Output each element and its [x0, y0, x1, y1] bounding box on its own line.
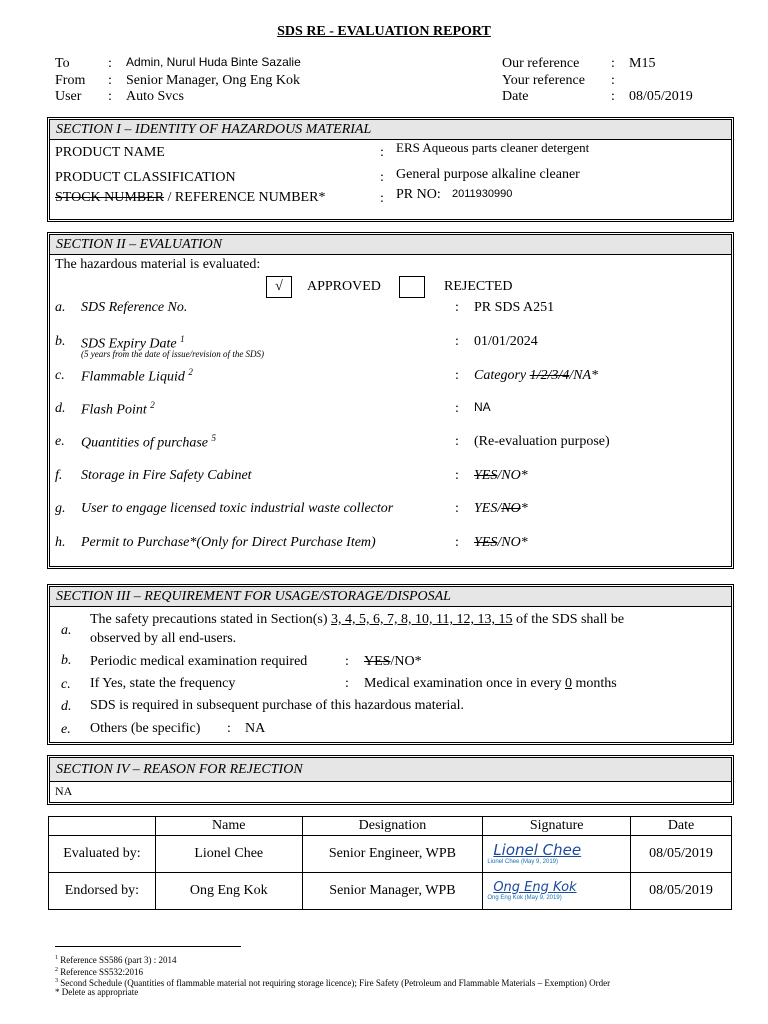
flammable-liquid-label [81, 367, 193, 386]
designation-cell: Senior Engineer, WPB [302, 836, 483, 873]
quantities-label [81, 433, 216, 452]
colon: : [455, 300, 459, 315]
colon: : [227, 721, 231, 736]
table-row [49, 873, 732, 910]
no-text: /NO* [390, 654, 422, 669]
asterisk: * [520, 501, 528, 516]
medical-exam-label: Periodic medical examination required [90, 654, 308, 669]
rejected-checkbox [399, 276, 425, 298]
colon: : [455, 434, 459, 449]
waste-collector-label: User to engage licensed toxic industrial waste collector [81, 501, 394, 516]
item-letter: d. [55, 401, 66, 416]
footnote-mark: 3 [55, 978, 58, 984]
sds-expiry-note: (5 years from the date of issue/revision of the SDS) [81, 349, 265, 359]
yes-struck: YES [474, 535, 498, 550]
our-reference-value: M15 [629, 56, 656, 71]
signature-stamp: Lionel Chee (May 9, 2019) [487, 859, 559, 865]
sds-expiry-text: SDS Expiry Date [81, 336, 177, 352]
signature: Ong Eng Kok [493, 879, 577, 895]
no-text: /NO* [497, 468, 528, 483]
role-cell: Evaluated by: [49, 836, 156, 873]
from-label: From [55, 73, 86, 88]
safety-text: The safety precautions stated in Section(s) [90, 612, 332, 627]
sds-expiry-value: 01/01/2024 [474, 334, 538, 349]
footnote-ref: 1 [180, 334, 185, 344]
no-text: /NO* [497, 535, 528, 550]
name-cell: Lionel Chee [155, 836, 302, 873]
quantities-value: (Re-evaluation purpose) [474, 434, 610, 449]
flash-point-label [81, 400, 155, 419]
colon: : [380, 170, 384, 185]
category-na: /NA* [569, 368, 599, 383]
rejected-label: REJECTED [444, 279, 513, 294]
from-value: Senior Manager, Ong Eng Kok [126, 73, 301, 88]
safety-text-post: of the SDS shall be [512, 612, 625, 627]
column-header: Signature [483, 817, 631, 836]
signoff-header-row [49, 817, 732, 836]
item-letter: c. [55, 368, 65, 383]
signature-cell [483, 873, 631, 910]
colon: : [380, 191, 384, 206]
colon: : [455, 334, 459, 349]
footnote-mark: 2 [55, 967, 58, 973]
role-cell: Endorsed by: [49, 873, 156, 910]
column-header [49, 817, 156, 836]
waste-collector-value [474, 501, 528, 517]
colon: : [611, 56, 615, 71]
date-cell: 08/05/2019 [631, 873, 732, 910]
designation-cell: Senior Manager, WPB [302, 873, 483, 910]
no-struck: NO [501, 501, 521, 516]
footnote [55, 987, 138, 998]
stock-number-label [55, 190, 325, 206]
to-label: To [55, 56, 70, 71]
colon: : [455, 401, 459, 416]
yes-text: YES/ [474, 501, 502, 516]
item-letter: c. [61, 677, 71, 692]
colon: : [108, 56, 112, 71]
item-letter: b. [55, 334, 66, 349]
footnote-ref: 2 [188, 367, 193, 377]
item-letter: f. [55, 468, 63, 483]
to-value: Admin, Nurul Huda Binte Sazalie [126, 55, 301, 69]
rejection-reason: NA [55, 784, 73, 798]
product-name-label: PRODUCT NAME [55, 145, 165, 160]
column-header: Designation [302, 817, 483, 836]
footnote [55, 976, 610, 989]
frequency-number: 0 [564, 676, 572, 691]
category-struck: 1/2/3/4 [529, 368, 570, 383]
footnote-text: Reference SS532:2016 [58, 967, 143, 977]
approved-checkbox: √ [266, 276, 292, 298]
item-letter: b. [61, 653, 72, 668]
pr-no-value: 2011930990 [452, 188, 513, 200]
flash-point-value: NA [474, 400, 491, 414]
pr-no-label: PR NO: [396, 187, 441, 202]
quantities-text: Quantities of purchase [81, 435, 209, 451]
others-value: NA [245, 721, 266, 736]
signature-cell [483, 836, 631, 873]
section-3-heading: SECTION III – REQUIREMENT FOR USAGE/STORAGE/DISPOSAL [50, 587, 731, 607]
colon: : [108, 73, 112, 88]
section-4-heading: SECTION IV – REASON FOR REJECTION [50, 758, 731, 782]
column-header: Name [155, 817, 302, 836]
item-letter: e. [61, 722, 71, 737]
footnote-divider [55, 946, 241, 947]
safety-precautions-line1 [90, 612, 624, 628]
footnote-ref: 5 [211, 433, 217, 443]
report-title: SDS RE - EVALUATION REPORT [277, 24, 491, 39]
sds-required-text: SDS is required in subsequent purchase of this hazardous material. [90, 698, 465, 713]
months-text: months [571, 676, 617, 691]
frequency-label: If Yes, state the frequency [90, 676, 236, 691]
section-2-heading: SECTION II – EVALUATION [50, 235, 731, 255]
footnote-text: Delete as appropriate [59, 987, 139, 997]
yes-struck: YES [364, 654, 391, 669]
others-label: Others (be specific) [90, 721, 201, 736]
date-value: 08/05/2019 [629, 89, 693, 104]
flammable-liquid-text: Flammable Liquid [81, 369, 185, 385]
permit-label: Permit to Purchase*(Only for Direct Purchase Item) [81, 535, 376, 550]
colon: : [345, 654, 349, 669]
product-classification-value: General purpose alkaline cleaner [396, 167, 580, 182]
item-letter: a. [55, 300, 66, 315]
colon: : [455, 468, 459, 483]
item-letter: e. [55, 434, 65, 449]
name-cell: Ong Eng Kok [155, 873, 302, 910]
section-4-box [49, 757, 732, 803]
footnote-ref: 2 [150, 400, 155, 410]
colon: : [380, 145, 384, 160]
footnote-text: Second Schedule (Quantities of flammable material not requiring storage licence); Fire Safety (Petroleum and Flammable Materials – Exemption) Order [58, 978, 611, 988]
permit-value [474, 535, 528, 551]
item-letter: g. [55, 501, 66, 516]
fire-cabinet-value [474, 468, 528, 484]
signoff-table [48, 816, 732, 910]
yes-struck: YES [474, 468, 498, 483]
sds-reference-value: PR SDS A251 [474, 300, 555, 315]
table-row [49, 836, 732, 873]
frequency-text: Medical examination once in every [364, 676, 565, 691]
colon: : [611, 73, 615, 88]
colon: : [455, 368, 459, 383]
footnote-text: Reference SS586 (part 3) : 2014 [58, 955, 177, 965]
signature: Lionel Chee [493, 841, 582, 859]
our-reference-label: Our reference [502, 56, 580, 71]
date-cell: 08/05/2019 [631, 836, 732, 873]
column-header: Date [631, 817, 732, 836]
signature-stamp: Ong Eng Kok (May 9, 2019) [487, 894, 562, 901]
product-name-value: ERS Aqueous parts cleaner detergent [396, 140, 590, 155]
date-label: Date [502, 89, 529, 104]
category-text: Category [474, 368, 530, 383]
flammable-liquid-value [474, 368, 598, 384]
footnote-mark: 1 [55, 955, 58, 961]
medical-exam-value [364, 654, 422, 670]
item-letter: d. [61, 699, 72, 714]
user-value: Auto Svcs [126, 89, 184, 104]
approved-label: APPROVED [307, 279, 381, 294]
your-reference-label: Your reference [502, 73, 585, 88]
footnote-mark: * [55, 987, 60, 997]
colon: : [345, 676, 349, 691]
flash-point-text: Flash Point [81, 402, 147, 418]
fire-cabinet-label: Storage in Fire Safety Cabinet [81, 468, 252, 483]
product-classification-label: PRODUCT CLASSIFICATION [55, 170, 236, 185]
frequency-value [364, 676, 617, 692]
stock-number-struck: STOCK NUMBER [55, 190, 165, 205]
item-letter: h. [55, 535, 66, 550]
reference-number-label: / REFERENCE NUMBER* [164, 190, 326, 205]
section-1-heading: SECTION I – IDENTITY OF HAZARDOUS MATERIAL [50, 120, 731, 140]
safety-precautions-line2: observed by all end-users. [90, 631, 237, 646]
colon: : [455, 535, 459, 550]
sds-reference-label: SDS Reference No. [81, 300, 188, 315]
colon: : [455, 501, 459, 516]
sds-sections: 3, 4, 5, 6, 7, 8, 10, 11, 12, 13, 15 [331, 612, 513, 627]
user-label: User [55, 89, 82, 104]
colon: : [611, 89, 615, 104]
colon: : [108, 89, 112, 104]
item-letter: a. [61, 623, 72, 638]
evaluation-intro: The hazardous material is evaluated: [55, 257, 261, 272]
